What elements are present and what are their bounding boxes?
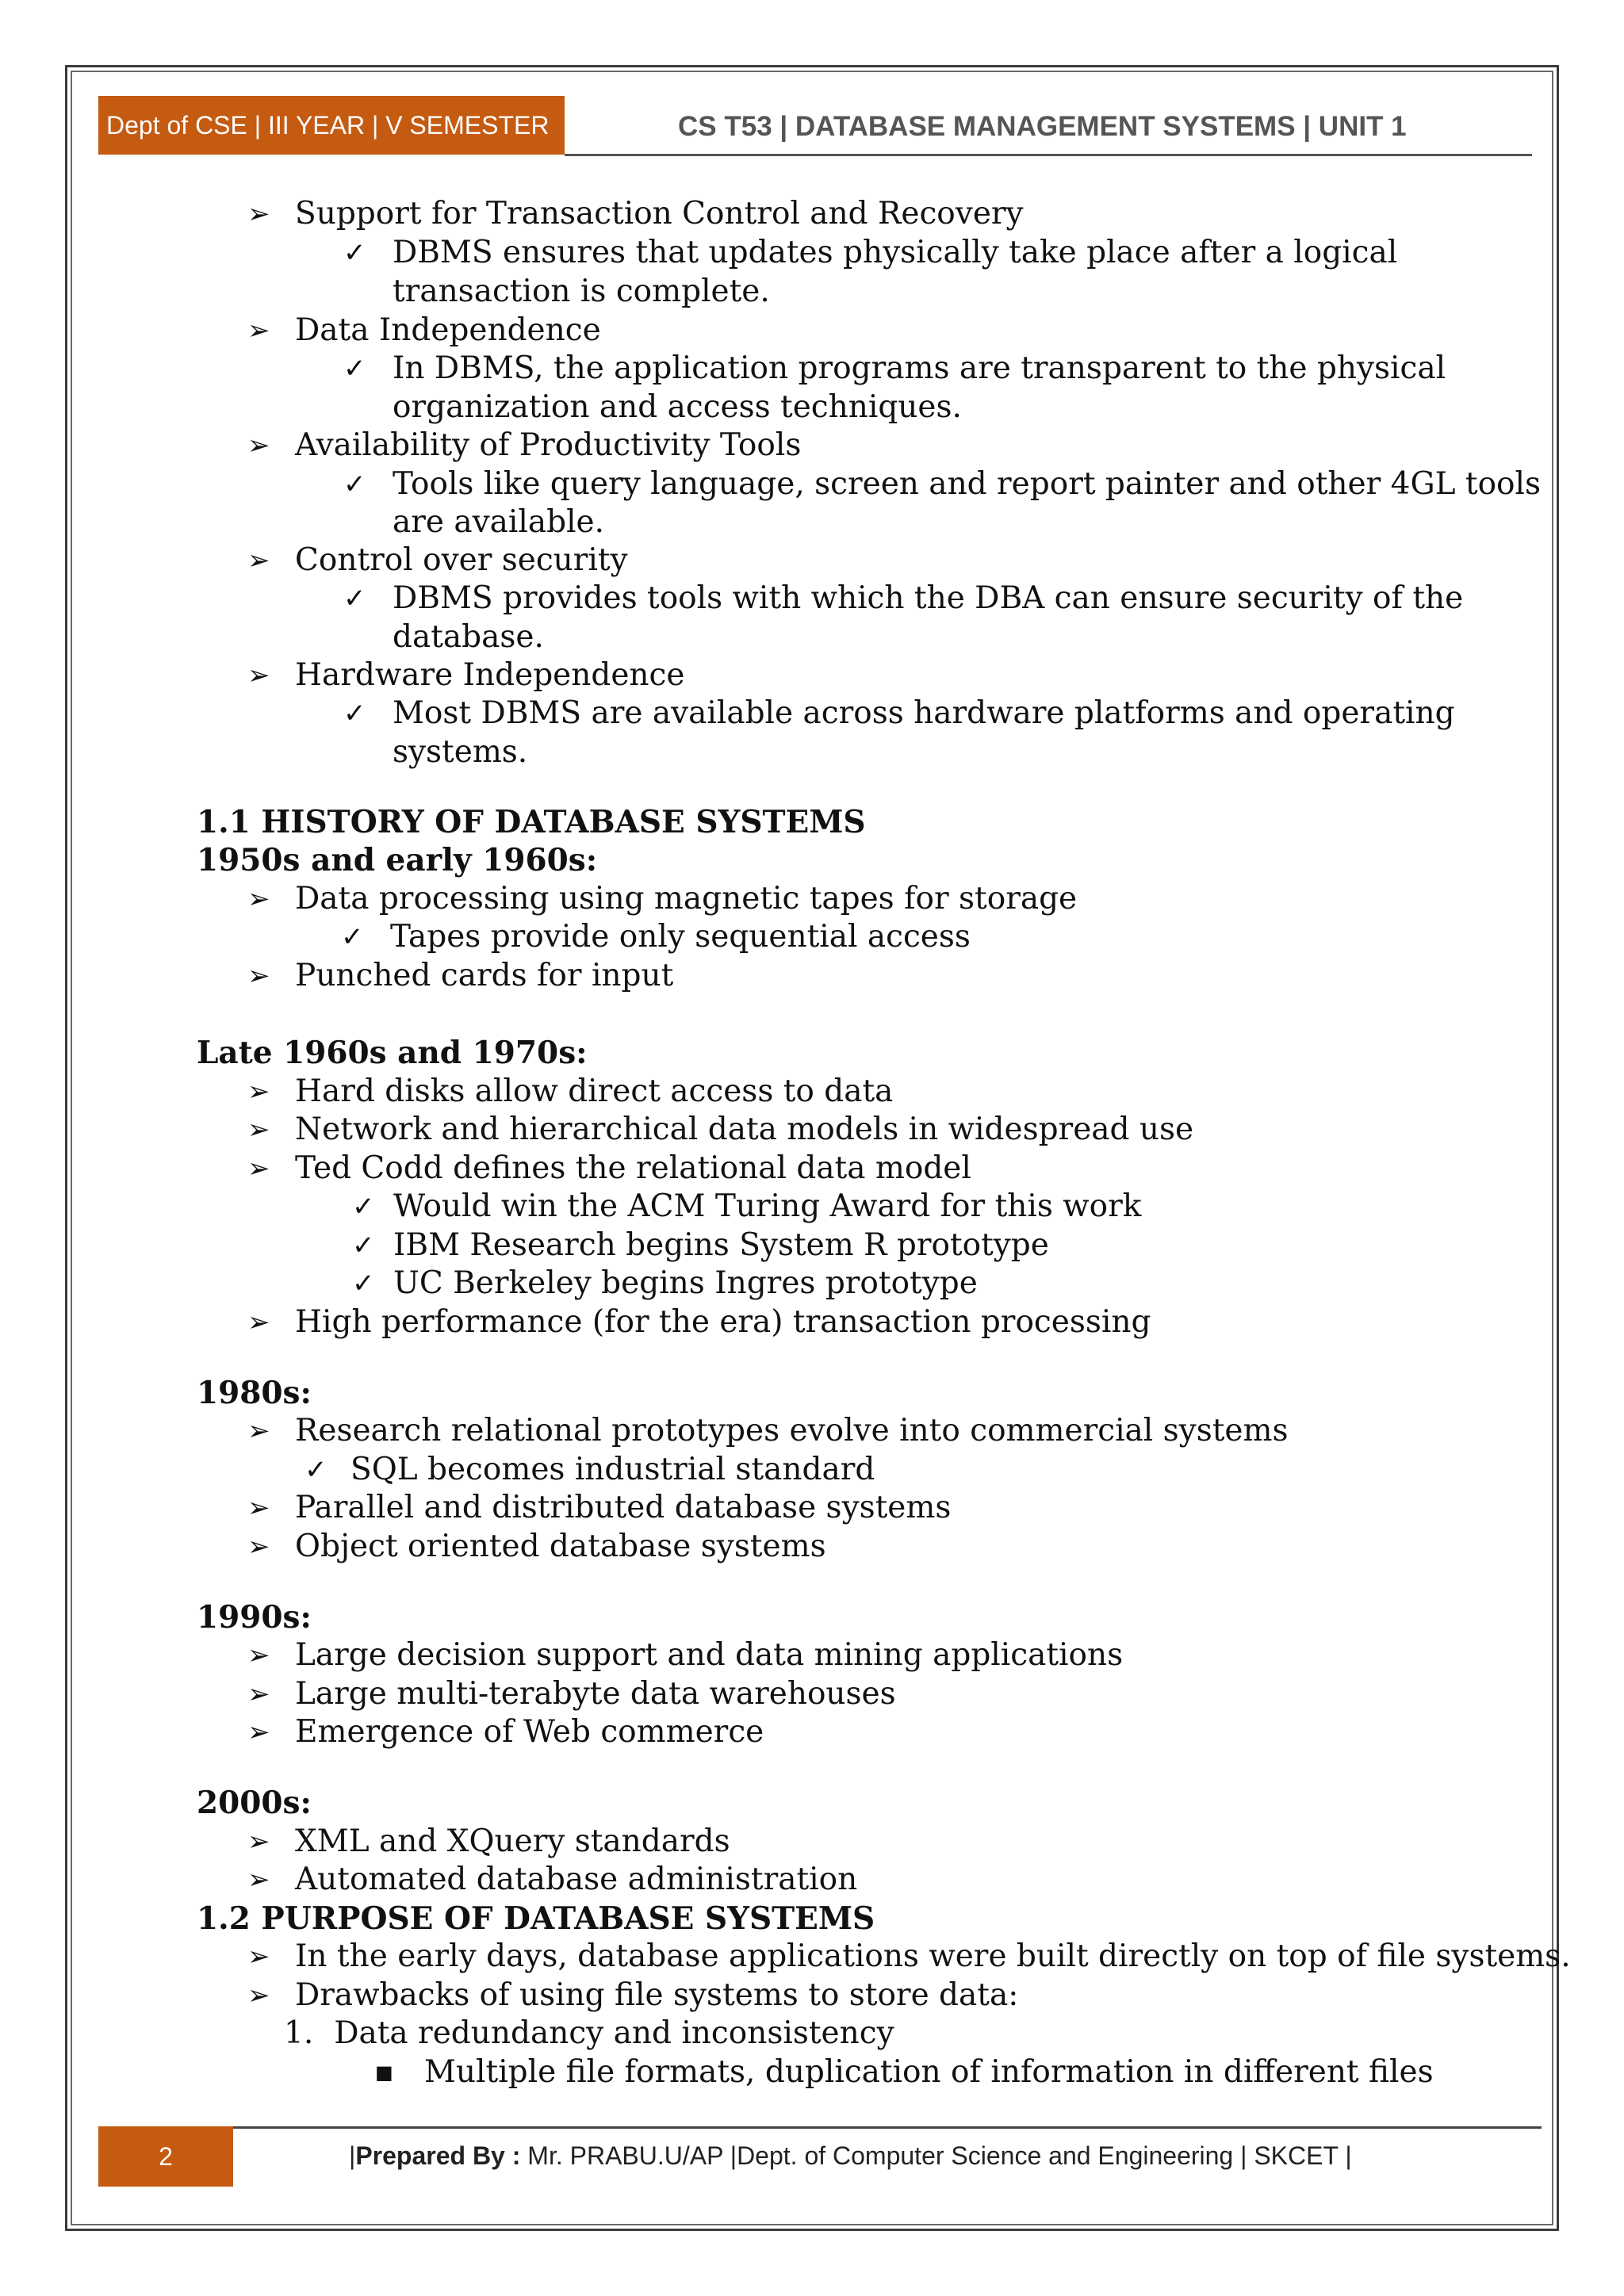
feature-detail: ✓ DBMS provides tools with which the DBA can ensure security of the bbox=[343, 580, 1464, 616]
feature-detail: ✓ Most DBMS are available across hardware platforms and operating bbox=[343, 695, 1455, 731]
arrow-bullet-icon: ➢ bbox=[247, 1153, 270, 1184]
feature-detail: are available. bbox=[393, 504, 605, 540]
page-number: 2 bbox=[98, 2126, 233, 2187]
arrow-bullet-icon: ➢ bbox=[247, 1716, 270, 1748]
list-subitem: ✓ Would win the ACM Turing Award for this work bbox=[352, 1188, 1142, 1224]
list-item: ➢ Drawbacks of using file systems to store data: bbox=[247, 1977, 1019, 2013]
feature-detail: ✓ Tools like query language, screen and report painter and other 4GL tools bbox=[343, 466, 1542, 502]
feature-item: ➢ Support for Transaction Control and Recovery bbox=[247, 196, 1024, 232]
feature-detail: database. bbox=[393, 619, 544, 655]
list-item: ➢ Network and hierarchical data models in widespread use bbox=[247, 1112, 1194, 1147]
footer-rule bbox=[233, 2126, 1542, 2129]
list-item: ➢ Research relational prototypes evolve into commercial systems bbox=[247, 1413, 1289, 1448]
arrow-bullet-icon: ➢ bbox=[247, 545, 270, 576]
list-item: ➢ In the early days, database applications were built directly on top of file systems. bbox=[247, 1938, 1571, 1974]
section-heading-history: 1.1 HISTORY OF DATABASE SYSTEMS bbox=[197, 804, 866, 840]
arrow-bullet-icon: ➢ bbox=[247, 1307, 270, 1338]
list-item: ➢ XML and XQuery standards bbox=[247, 1823, 730, 1859]
arrow-bullet-icon: ➢ bbox=[247, 660, 270, 691]
numbered-item: 1. Data redundancy and inconsistency bbox=[284, 2015, 894, 2051]
arrow-bullet-icon: ➢ bbox=[247, 1941, 270, 1973]
feature-item: ➢ Control over security bbox=[247, 542, 628, 578]
checkmark-icon: ✓ bbox=[343, 237, 366, 269]
era-heading: 1980s: bbox=[197, 1375, 312, 1411]
arrow-bullet-icon: ➢ bbox=[247, 1415, 270, 1447]
arrow-bullet-icon: ➢ bbox=[247, 430, 270, 461]
header-dept-label: Dept of CSE | III YEAR | V SEMESTER bbox=[98, 96, 565, 155]
arrow-bullet-icon: ➢ bbox=[247, 1076, 270, 1108]
checkmark-icon: ✓ bbox=[343, 583, 366, 614]
era-heading: 2000s: bbox=[197, 1785, 312, 1821]
arrow-bullet-icon: ➢ bbox=[247, 1640, 270, 1671]
feature-detail: ✓ DBMS ensures that updates physically take place after a logical bbox=[343, 235, 1398, 270]
feature-detail: ✓ In DBMS, the application programs are transparent to the physical bbox=[343, 350, 1446, 386]
list-subitem: ✓ IBM Research begins System R prototype bbox=[352, 1227, 1049, 1263]
list-item: ➢ Ted Codd defines the relational data model bbox=[247, 1150, 971, 1186]
arrow-bullet-icon: ➢ bbox=[247, 1678, 270, 1710]
era-heading: 1990s: bbox=[197, 1599, 312, 1636]
checkmark-icon: ✓ bbox=[352, 1268, 375, 1299]
checkmark-icon: ✓ bbox=[352, 1230, 375, 1261]
feature-item: ➢ Hardware Independence bbox=[247, 657, 685, 693]
arrow-bullet-icon: ➢ bbox=[247, 1492, 270, 1524]
list-item: ➢ Emergence of Web commerce bbox=[247, 1714, 764, 1750]
section-heading-purpose: 1.2 PURPOSE OF DATABASE SYSTEMS bbox=[197, 1900, 875, 1937]
arrow-bullet-icon: ➢ bbox=[247, 960, 270, 992]
prepared-by-text: Mr. PRABU.U/AP |Dept. of Computer Science and Engineering | SKCET | bbox=[520, 2141, 1352, 2170]
list-item: ➢ Punched cards for input bbox=[247, 958, 674, 993]
list-item: ➢ Automated database administration bbox=[247, 1862, 858, 1897]
checkmark-icon: ✓ bbox=[343, 469, 366, 500]
arrow-bullet-icon: ➢ bbox=[247, 883, 270, 915]
list-subitem: ✓ SQL becomes industrial standard bbox=[304, 1452, 875, 1487]
checkmark-icon: ✓ bbox=[343, 698, 366, 729]
list-subitem: ✓ Tapes provide only sequential access bbox=[341, 919, 971, 955]
era-heading: 1950s and early 1960s: bbox=[197, 842, 598, 878]
checkmark-icon: ✓ bbox=[352, 1191, 375, 1223]
list-subitem: ✓ UC Berkeley begins Ingres prototype bbox=[352, 1265, 978, 1301]
header-course-title: CS T53 | DATABASE MANAGEMENT SYSTEMS | UNIT 1 bbox=[678, 111, 1407, 142]
checkmark-icon: ✓ bbox=[343, 353, 366, 385]
era-heading: Late 1960s and 1970s: bbox=[197, 1035, 588, 1071]
prepared-by-label: Prepared By : bbox=[355, 2141, 521, 2170]
feature-detail: systems. bbox=[393, 734, 528, 770]
list-item: ➢ Large decision support and data mining applications bbox=[247, 1637, 1124, 1673]
list-item: ➢ Data processing using magnetic tapes for storage bbox=[247, 881, 1078, 916]
list-item: ➢ Parallel and distributed database systems bbox=[247, 1490, 952, 1525]
feature-item: ➢ Data Independence bbox=[247, 312, 601, 348]
checkmark-icon: ✓ bbox=[304, 1454, 327, 1486]
footer-credits: |Prepared By : Mr. PRABU.U/AP |Dept. of Computer Science and Engineering | SKCET | bbox=[349, 2141, 1352, 2170]
arrow-bullet-icon: ➢ bbox=[247, 315, 270, 346]
arrow-bullet-icon: ➢ bbox=[247, 198, 270, 230]
list-item: ➢ High performance (for the era) transaction processing bbox=[247, 1304, 1151, 1340]
header-rule bbox=[565, 154, 1532, 156]
list-item: ➢ Large multi-terabyte data warehouses bbox=[247, 1676, 896, 1712]
list-item: ➢ Hard disks allow direct access to data bbox=[247, 1073, 894, 1109]
arrow-bullet-icon: ➢ bbox=[247, 1864, 270, 1896]
arrow-bullet-icon: ➢ bbox=[247, 1980, 270, 2011]
arrow-bullet-icon: ➢ bbox=[247, 1114, 270, 1146]
list-item: ➢ Object oriented database systems bbox=[247, 1529, 826, 1564]
square-bullet-icon: ■ bbox=[375, 2061, 393, 2084]
feature-detail: organization and access techniques. bbox=[393, 389, 962, 425]
feature-detail: transaction is complete. bbox=[393, 274, 770, 309]
list-subitem: ■ Multiple file formats, duplication of information in different files bbox=[375, 2054, 1434, 2090]
checkmark-icon: ✓ bbox=[341, 921, 364, 953]
arrow-bullet-icon: ➢ bbox=[247, 1531, 270, 1563]
number-marker: 1. bbox=[284, 2015, 314, 2051]
arrow-bullet-icon: ➢ bbox=[247, 1826, 270, 1858]
feature-item: ➢ Availability of Productivity Tools bbox=[247, 427, 802, 463]
